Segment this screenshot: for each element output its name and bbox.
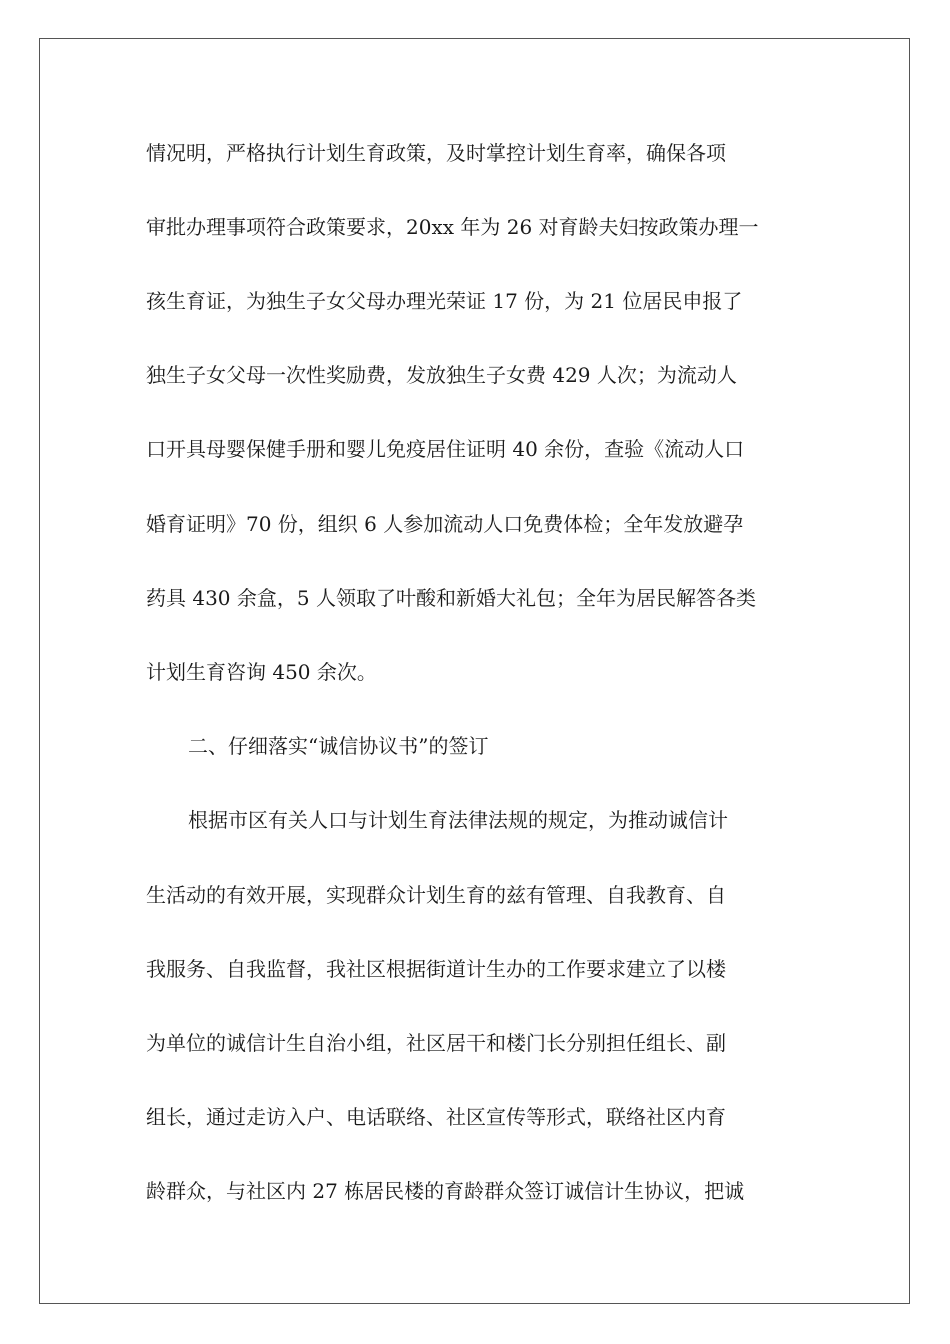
body-text-line: 为单位的诚信计生自治小组，社区居干和楼门长分别担任组长、副 [146,1031,726,1055]
body-text-line: 独生子女父母一次性奖励费，发放独生子女费 429 人次；为流动人 [146,363,737,387]
body-text-line: 药具 430 余盒，5 人领取了叶酸和新婚大礼包；全年为居民解答各类 [146,586,756,610]
body-text-line: 我服务、自我监督，我社区根据街道计生办的工作要求建立了以楼 [146,957,726,981]
body-text-line: 计划生育咨询 450 余次。 [146,660,377,684]
body-text-line: 组长，通过走访入户、电话联络、社区宣传等形式，联络社区内育 [146,1105,726,1129]
body-text-line: 根据市区有关人口与计划生育法律法规的规定，为推动诚信计 [188,808,728,832]
body-text-line: 孩生育证，为独生子女父母办理光荣证 17 份，为 21 位居民申报了 [146,289,743,313]
body-text-line: 婚育证明》70 份，组织 6 人参加流动人口免费体检；全年发放避孕 [146,512,744,536]
body-text-line: 生活动的有效开展，实现群众计划生育的兹有管理、自我教育、自 [146,883,726,907]
section-heading: 二、仔细落实“诚信协议书”的签订 [188,734,489,758]
body-text-line: 审批办理事项符合政策要求，20xx 年为 26 对育龄夫妇按政策办理一 [146,215,759,239]
body-text-line: 情况明，严格执行计划生育政策，及时掌控计划生育率，确保各项 [146,141,726,165]
body-text-line: 口开具母婴保健手册和婴儿免疫居住证明 40 余份，查验《流动人口 [146,437,745,461]
body-text-line: 龄群众，与社区内 27 栋居民楼的育龄群众签订诚信计生协议，把诚 [146,1179,745,1203]
